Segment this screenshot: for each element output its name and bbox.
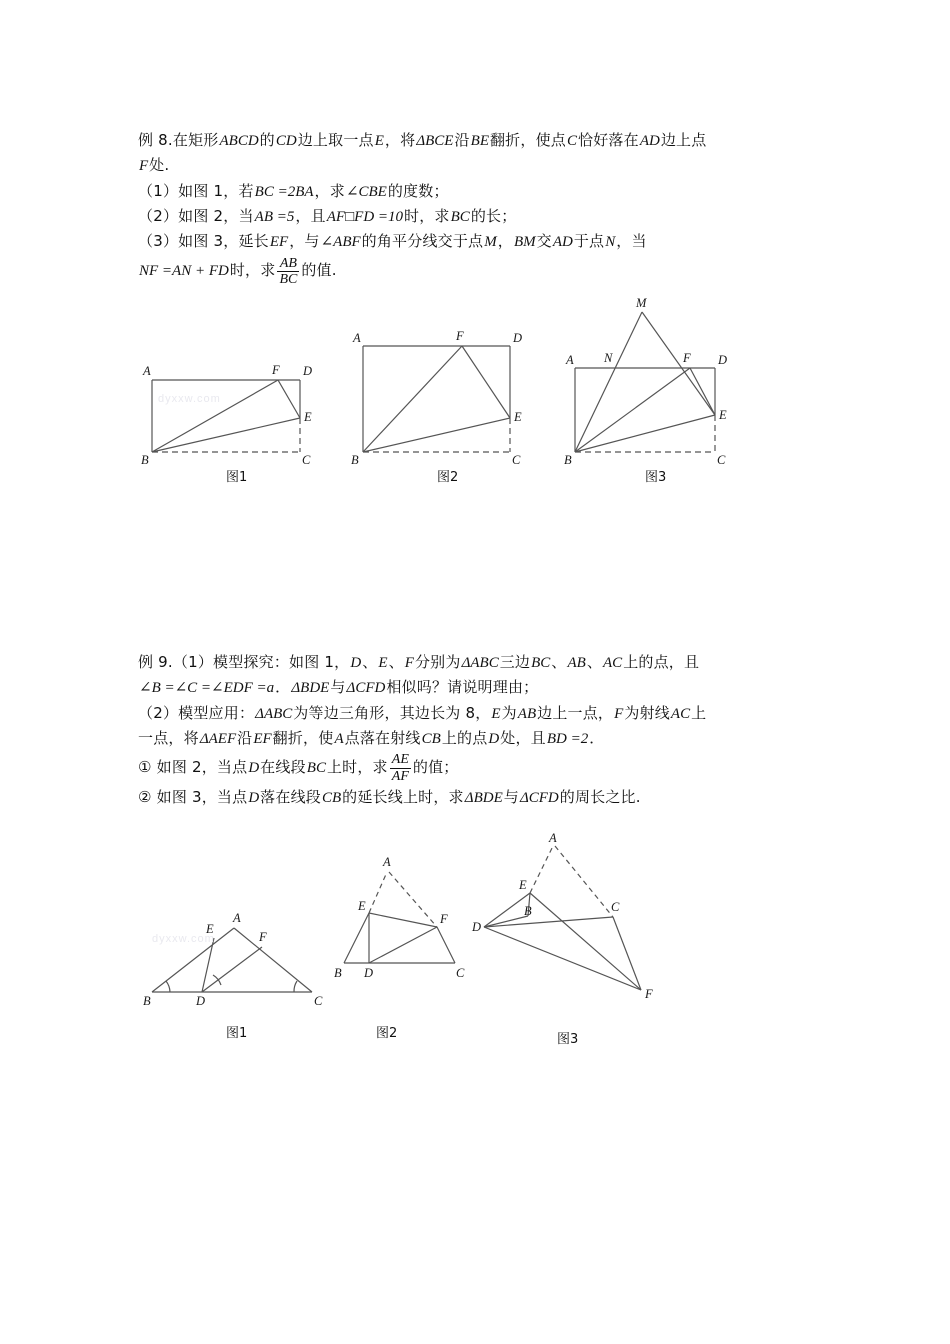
p8-q2a: （2）如图 2，当 [138,206,254,225]
p9-m-bde: ΔBDE [291,680,330,697]
p9-s2-bde: ΔBDE [464,790,503,807]
p8-q3c: 的角平分线交于点 [361,232,484,251]
p9-s1-d: D [248,760,260,777]
p9-s1b: 在线段 [260,758,306,777]
p9f3-label-D: D [472,920,482,934]
fig1-label-D: D [303,364,313,378]
p9-figure-1-labels [143,911,323,1008]
p9f2-label-D: D [364,966,374,980]
p9-s2e: 的周长之比. [559,788,641,807]
problem-9-figure-2-caption: 图2 [376,1026,398,1041]
p8-t1h: 边上点 [660,131,707,149]
p8-t1b: 的 [259,131,275,149]
p8-q1b: ，求 [314,181,345,200]
p8-q2-eq2: AF□FD =10 [326,208,404,225]
p8-m-abcd: ABCD [219,133,259,149]
p8-q3g: ，当 [616,232,647,251]
p9f2-edge-EA-dashed [369,872,387,913]
p9f3-label-F: F [645,987,653,1001]
p8-q2b: ，且 [295,206,326,225]
p9f1-label-B: B [143,994,151,1008]
p9f3-edge-DF [484,927,641,990]
fig1-label-F: F [272,363,280,377]
fig3-label-E: E [719,408,727,422]
p9f3-label-A: A [549,831,557,845]
p9-s2c: 的延长线上时，求 [342,788,464,807]
p9-s2-cfd: ΔCFD [519,790,559,807]
p9-m-d2: D [488,730,500,747]
p9-m-e2: E [491,705,501,722]
p8-t1i: 处. [149,156,170,175]
p9f1-label-C: C [314,994,323,1008]
p9f2-label-A: A [383,855,391,869]
p9f1-label-F: F [259,930,267,944]
fig3-label-N: N [604,351,613,365]
p8-q3-ad: AD [552,234,573,251]
p8-t1d: ，将 [384,131,416,149]
p9-m-d: D [350,655,362,671]
p9-m-cb: CB [421,730,441,747]
p8-q2-eq1: AB =5 [254,208,295,225]
p9-p2l: 处，且 [500,728,546,747]
p9-p2h: 沿 [237,728,253,747]
fig3-label-C: C [717,453,726,467]
p9-m-ac: AC [603,655,623,671]
problem-8-label: 例 8. [138,131,173,149]
p9-p1g: 上的点，且 [623,653,700,671]
p9-figure-3-group [484,846,641,990]
fig1-label-B: B [141,453,149,467]
p8-q1-eq: BC =2BA [254,183,314,200]
p8-t1f: 翻折，使点 [489,131,566,149]
p9-p1c: 三边 [499,653,531,671]
p9-dot3: 、 [551,653,567,671]
p8-q3-n: N [605,234,616,251]
p9f3-edge-EF [530,893,641,990]
p9-p1i: 与 [330,678,346,697]
p8-t1e: 沿 [454,131,470,149]
p9-p2c: 为 [501,703,517,722]
p9-m-ab: AB [567,655,586,671]
p9f3-label-B: B [524,904,532,918]
problem-9-label: 例 9. [138,653,173,671]
p9f2-label-C: C [456,966,465,980]
fig3-label-B: B [564,453,572,467]
p9f3-label-E: E [519,878,527,892]
p9f2-edge-FC [437,927,455,963]
p9-s2-d: D [248,790,260,807]
p9-s1a: ① 如图 2，当点 [138,758,248,777]
problem-9-figure-1-caption: 图1 [226,1026,248,1041]
p8-q3-eq: NF =AN + FD [139,263,229,280]
p8-t1g: 恰好落在 [578,131,639,149]
fig1-label-A: A [143,364,151,378]
p9-p1j: 相似吗？请说明理由； [386,678,539,697]
p9-s1d: 的值； [412,758,459,777]
p9-p1h: ． [275,678,291,697]
p8-q1-ang: ∠CBE [345,183,387,200]
p8-m-be: BE [470,133,489,149]
p9-m-tri-abc: ΔABC [461,655,499,671]
p9-p2f2: 上 [691,703,707,722]
p9-p2i: 翻折，使 [272,728,334,747]
p9-p2j: 点落在射线 [344,728,421,747]
fig1-label-C: C [302,453,311,467]
p9f1-label-A: A [233,911,241,925]
p8-q1c: 的度数； [387,181,449,200]
p8-q3-m: M [484,234,497,251]
p9-m-e: E [378,655,388,671]
fig2-label-A: A [353,331,361,345]
p9-dot1: 、 [362,653,378,671]
problem-9-figure-3-caption: 图3 [557,1032,579,1047]
p9-frac-denominator: AF [391,768,409,784]
p8-m-e: E [374,133,384,149]
p9f2-label-F: F [440,912,448,926]
p9-m-bd-eq: BD =2 [546,730,589,747]
fig2-label-E: E [514,410,522,424]
problem-8-figure-1-caption: 图1 [226,470,248,485]
p9-angle-equation: ∠B =∠C =∠EDF =a [139,680,275,697]
fig3-label-M: M [636,296,647,310]
p9-s1c: 上时，求 [326,758,388,777]
p9f1-label-D: D [196,994,206,1008]
p9-s1-bc: BC [306,760,326,777]
p8-m-c: C [567,133,578,149]
p8-q3f: 于点 [573,232,605,251]
p9-figure-2-labels [334,855,465,980]
p9f3-label-C: C [611,900,620,914]
p8-q2c: 时，求 [404,206,450,225]
p9f2-edge-DF [369,927,437,963]
p9-m-bc: BC [531,655,551,671]
p9-p2b: 为等边三角形，其边长为 8， [293,703,491,722]
p8-q1a: （1）如图 1，若 [138,181,254,200]
p9-p2e2: 为射线 [624,703,670,722]
p9-frac-numerator: AE [391,752,409,768]
p8-q3d: ， [497,232,513,251]
p8-t1c: 边上取一点 [297,131,374,149]
p8-q3i: 的值. [301,261,337,280]
problem-8-figure-2-caption: 图2 [437,470,459,485]
p8-m-cd: CD [275,133,297,149]
p8-q2d: 的长； [470,206,517,225]
p9-p2a: （2）模型应用： [138,703,255,722]
p9-m-f: F [404,655,414,671]
p9-p2g: 一点，将 [138,728,199,747]
fig3-label-A: A [566,353,574,367]
fig2-label-D: D [513,331,523,345]
problem-8-figure-3-caption: 图3 [645,470,667,485]
p9-s2b: 落在线段 [260,788,321,807]
p8-frac-denominator: BC [279,272,298,288]
p9-s2d: 与 [503,788,519,807]
p8-m-f2: F [139,158,149,175]
p9f1-label-E: E [206,922,214,936]
p8-q2-bc: BC [450,208,470,225]
p9-m-ef: EF [253,730,272,747]
p8-q3-ef: EF [269,234,289,251]
p8-q3b: ，与 [289,232,320,251]
p9f3-edge-EA-dashed [530,846,553,893]
fig3-label-F: F [683,351,691,365]
p9-m-ac2: AC [670,705,691,722]
watermark-2: dyxxw.com [152,933,215,945]
p9f2-label-E: E [358,899,366,913]
p8-frac-numerator: AB [279,255,297,271]
p8-q3h: 时，求 [229,261,276,280]
p9f1-angle-arc-C [294,981,297,992]
p9-p1a: （1）模型探究：如图 1， [172,653,350,671]
p9-p2k: 上的点 [441,728,488,747]
p9f2-edge-BE [344,913,369,963]
fig2-label-F: F [456,329,464,343]
p9-p2m: ． [589,728,605,747]
p8-q3-ang: ∠ABF [320,234,361,251]
p9-s2a: ② 如图 3，当点 [138,788,248,807]
p9f1-edge-AC [234,928,312,992]
p8-q3e: 交 [536,232,552,251]
p9-dot4: 、 [586,653,603,671]
p9-m-ab2: AB [517,705,537,722]
fig2-label-B: B [351,453,359,467]
p9-p1b: 分别为 [414,653,461,671]
p9-s2-cb: CB [321,790,342,807]
p9f2-label-B: B [334,966,342,980]
p8-q3a: （3）如图 3，延长 [138,232,269,251]
watermark-1: dyxxw.com [158,393,221,405]
p9-dot2: 、 [388,653,404,671]
p8-q3-bm: BM [513,234,536,251]
p8-m-ad: AD [639,133,660,149]
p9-m-a: A [334,730,344,747]
p8-m-tri-bce: ΔBCE [416,133,454,149]
fig1-label-E: E [304,410,312,424]
p9f1-angle-arc-B [166,981,170,992]
p8-t1a: 在矩形 [172,131,219,149]
p9-m-cfd: ΔCFD [346,680,386,697]
p9f3-edge-AC-dashed [555,846,613,917]
p9-m-tri-abc-2: ΔABC [255,705,293,722]
fig2-label-C: C [512,453,521,467]
p9-figure-2-group [344,872,455,963]
p9f3-edge-CF [613,917,641,990]
fig3-label-D: D [718,353,728,367]
p9-m-f2b: F [614,705,624,722]
p9-p2d: 边上一点， [537,703,614,722]
p9-m-aef: ΔAEF [199,730,237,747]
